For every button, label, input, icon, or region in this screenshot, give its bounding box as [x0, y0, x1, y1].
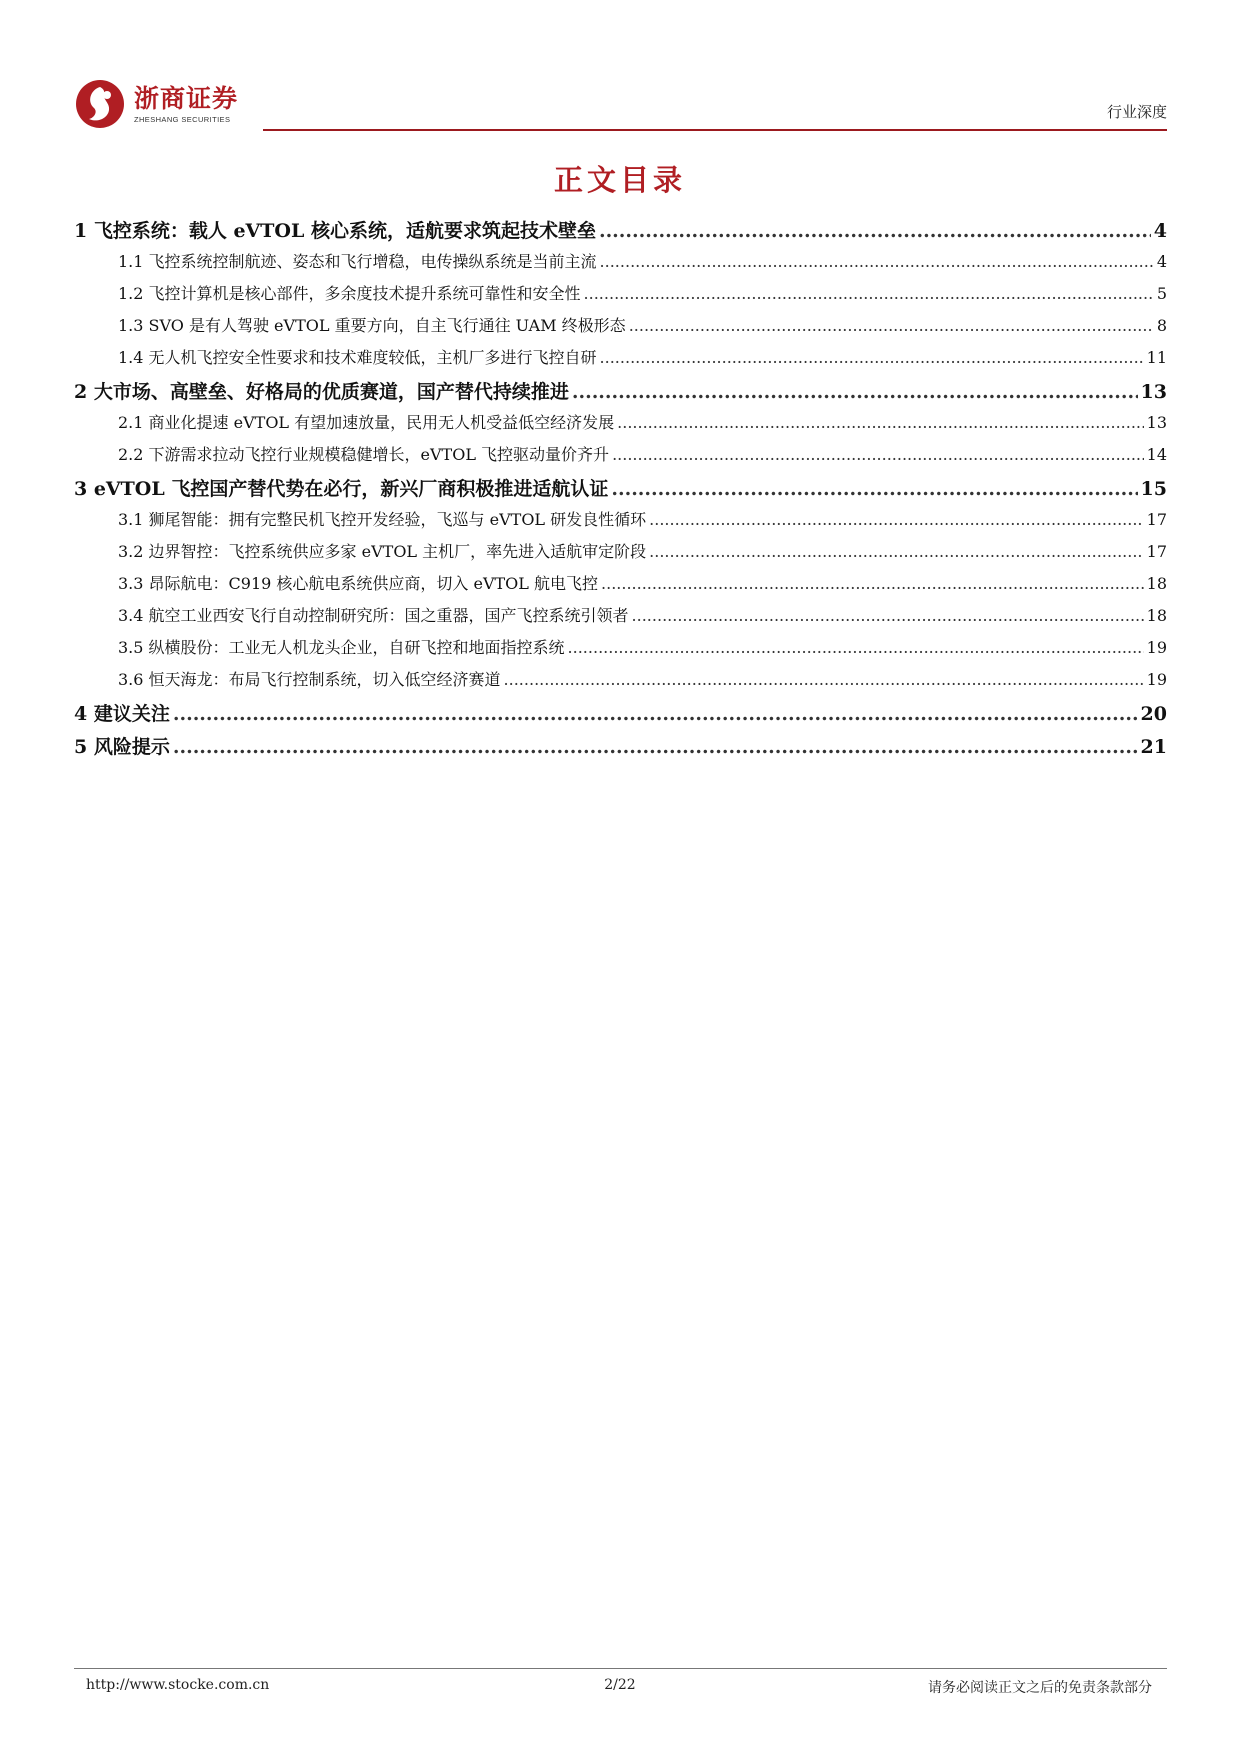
- toc-section-entry[interactable]: [74, 474, 1167, 507]
- toc-section-entry[interactable]: [74, 699, 1167, 732]
- toc-dot-leader: [584, 284, 1154, 303]
- toc-dot-leader: [599, 220, 1151, 242]
- toc-entry-label: 2.1 商业化提速 eVTOL 有望加速放量，民用无人机受益低空经济发展: [118, 413, 615, 432]
- toc-page-number: 17: [1146, 542, 1167, 561]
- company-logo: [74, 78, 238, 130]
- toc-dot-leader: [629, 316, 1154, 335]
- header-divider: [263, 129, 1167, 131]
- logo-english-name: ZHESHANG SECURITIES: [134, 114, 231, 124]
- toc-subsection-entry[interactable]: [74, 249, 1167, 281]
- toc-dot-leader: [504, 670, 1144, 689]
- toc-entry-label: 1 飞控系统：载人 eVTOL 核心系统，适航要求筑起技术壁垒: [74, 220, 596, 242]
- toc-page-number: 5: [1156, 284, 1167, 303]
- toc-subsection-entry[interactable]: [74, 603, 1167, 635]
- toc-page-number: 13: [1146, 413, 1167, 432]
- toc-subsection-entry[interactable]: [74, 345, 1167, 377]
- toc-entry-label: 1.3 SVO 是有人驾驶 eVTOL 重要方向，自主飞行通往 UAM 终极形态: [118, 316, 626, 335]
- toc-subsection-entry[interactable]: [74, 539, 1167, 571]
- toc-subsection-entry[interactable]: [74, 281, 1167, 313]
- toc-dot-leader: [612, 445, 1144, 464]
- toc-entry-label: 2 大市场、高壁垒、好格局的优质赛道，国产替代持续推进: [74, 381, 569, 403]
- toc-dot-leader: [568, 638, 1144, 657]
- toc-page-number: 18: [1146, 574, 1167, 593]
- toc-entry-label: 3 eVTOL 飞控国产替代势在必行，新兴厂商积极推进适航认证: [74, 478, 609, 500]
- toc-page-number: 4: [1156, 252, 1167, 271]
- toc-dot-leader: [601, 574, 1144, 593]
- page-header: [0, 0, 1240, 140]
- toc-entry-label: 1.2 飞控计算机是核心部件，多余度技术提升系统可靠性和安全性: [118, 284, 581, 303]
- toc-section-entry[interactable]: [74, 216, 1167, 249]
- toc-page-number: 11: [1146, 348, 1167, 367]
- toc-page-number: 14: [1146, 445, 1167, 464]
- toc-entry-label: 3.3 昂际航电：C919 核心航电系统供应商，切入 eVTOL 航电飞控: [118, 574, 599, 593]
- toc-section-entry[interactable]: [74, 377, 1167, 410]
- toc-subsection-entry[interactable]: [74, 571, 1167, 603]
- toc-dot-leader: [173, 736, 1138, 758]
- toc-entry-label: 3.1 狮尾智能：拥有完整民机飞控开发经验，飞巡与 eVTOL 研发良性循环: [118, 510, 647, 529]
- toc-entry-label: 3.5 纵横股份：工业无人机龙头企业，自研飞控和地面指控系统: [118, 638, 565, 657]
- zheshang-logo-icon: [74, 78, 126, 130]
- toc-subsection-entry[interactable]: [74, 410, 1167, 442]
- footer-divider: [74, 1668, 1167, 1669]
- toc-page-number: 4: [1153, 220, 1167, 242]
- toc-dot-leader: [649, 542, 1143, 561]
- toc-entry-label: 2.2 下游需求拉动飞控行业规模稳健增长，eVTOL 飞控驱动量价齐升: [118, 445, 610, 464]
- footer-disclaimer: 请务必阅读正文之后的免责条款部分: [928, 1680, 1152, 1696]
- toc-subsection-entry[interactable]: [74, 667, 1167, 699]
- toc-entry-label: 3.6 恒天海龙：布局飞行控制系统，切入低空经济赛道: [118, 670, 501, 689]
- toc-subsection-entry[interactable]: [74, 635, 1167, 667]
- toc-dot-leader: [600, 348, 1144, 367]
- toc-page-number: 15: [1140, 478, 1167, 500]
- toc-subsection-entry[interactable]: [74, 442, 1167, 474]
- page-title: 正文目录: [553, 163, 686, 197]
- toc-entry-label: 1.4 无人机飞控安全性要求和技术难度较低，主机厂多进行飞控自研: [118, 348, 597, 367]
- footer-page-number: 2/22: [604, 1677, 636, 1693]
- toc-page-number: 21: [1140, 736, 1167, 758]
- toc-subsection-entry[interactable]: [74, 507, 1167, 539]
- toc-dot-leader: [600, 252, 1154, 271]
- footer-website-link[interactable]: http://www.stocke.com.cn: [86, 1677, 270, 1693]
- toc-page-number: 13: [1140, 381, 1167, 403]
- toc-dot-leader: [572, 381, 1138, 403]
- toc-entry-label: 3.4 航空工业西安飞行自动控制研究所：国之重器，国产飞控系统引领者: [118, 606, 629, 625]
- toc-dot-leader: [649, 510, 1143, 529]
- toc-section-entry[interactable]: [74, 732, 1167, 765]
- toc-dot-leader: [617, 413, 1143, 432]
- toc-entry-label: 3.2 边界智控：飞控系统供应多家 eVTOL 主机厂，率先进入适航审定阶段: [118, 542, 647, 561]
- toc-subsection-entry[interactable]: [74, 313, 1167, 345]
- toc-page-number: 17: [1146, 510, 1167, 529]
- toc-dot-leader: [611, 478, 1137, 500]
- toc-page-number: 18: [1146, 606, 1167, 625]
- toc-page-number: 20: [1140, 703, 1167, 725]
- toc-entry-label: 5 风险提示: [74, 736, 170, 758]
- toc-page-number: 19: [1146, 670, 1167, 689]
- toc-page-number: 8: [1156, 316, 1167, 335]
- table-of-contents: [74, 216, 1167, 765]
- toc-entry-label: 1.1 飞控系统控制航迹、姿态和飞行增稳，电传操纵系统是当前主流: [118, 252, 597, 271]
- toc-page-number: 19: [1146, 638, 1167, 657]
- toc-dot-leader: [173, 703, 1138, 725]
- toc-entry-label: 4 建议关注: [74, 703, 170, 725]
- logo-chinese-name: 浙商证券: [134, 83, 239, 113]
- toc-dot-leader: [632, 606, 1144, 625]
- report-type: 行业深度: [1106, 103, 1167, 121]
